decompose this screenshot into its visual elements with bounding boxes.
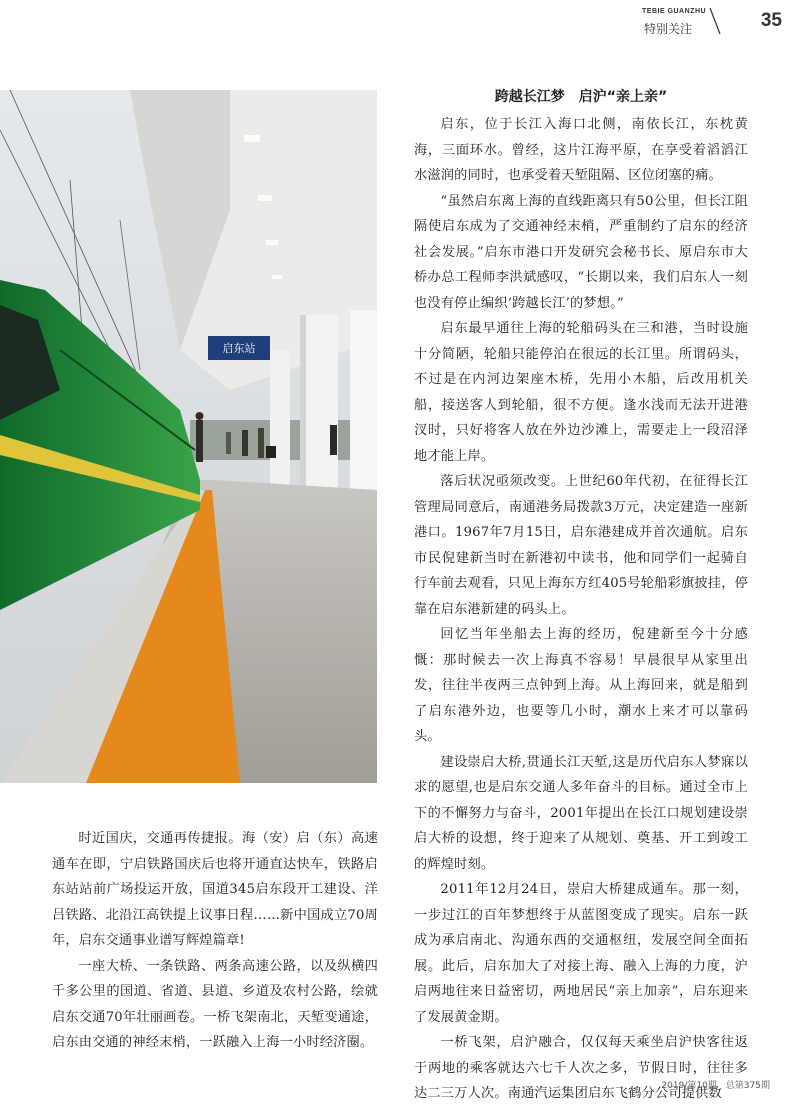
article-paragraph: 一座大桥、一条铁路、两条高速公路，以及纵横四千多公里的国道、省道、县道、乡道及农村公路，绘就启东交通70年壮丽画卷。一桥飞架南北，天堑变通途，启东由交通的神经末梢，一跃融入上海一小时经济圈。	[52, 958, 378, 1050]
article-paragraph: 启东，位于长江入海口北侧，南依长江，东枕黄海，三面环水。曾经，这片江海平原，在享受着滔滔江水滋润的同时，也承受着天堑阻隔、区位闭塞的痛。	[414, 117, 748, 183]
issue-footer: 2019/第10期 总第375期	[661, 1081, 770, 1091]
station-photo	[0, 90, 377, 783]
article-paragraph: 一桥飞架，启沪融合，仅仅每天乘坐启沪快客往返于两地的乘客就达六七千人次之多，节假日时，往往多达二三万人次。南通汽运集团启东飞鹤分公司提供数	[414, 1035, 748, 1101]
article-paragraph: 2011年12月24日，崇启大桥建成通车。那一刻，一步过江的百年梦想终于从蓝图变成了现实。启东一跃成为承启南北、沟通东西的交通枢纽，发展空间全面拓展。此后，启东加大了对接上海、融入上海的力度，沪启两地往来日益密切，两地居民“亲上加亲”，启东迎来了发展黄金期。	[414, 882, 748, 1025]
article-title: 跨越长江梦 启沪“亲上亲”	[494, 89, 668, 105]
page-header	[636, 6, 786, 34]
station-illustration	[0, 90, 377, 783]
page-number: 35	[760, 10, 782, 31]
article-paragraph: 回忆当年坐船去上海的经历，倪建新至今十分感慨：那时候去一次上海真不容易！早晨很早从家里出发，往往半夜两三点钟到上海。从上海回来，就是船到了启东港外边，也要等几小时，潮水上来才可以靠码头。	[414, 627, 748, 744]
article-paragraph: 建设崇启大桥,贯通长江天堑,这是历代启东人梦寐以求的愿望,也是启东交通人多年奋斗的目标。通过全市上下的不懈努力与奋斗，2001年提出在长江口规划建设崇启大桥的设想，终于迎来了从规划、奠基、开工到竣工的辉煌时刻。	[414, 754, 748, 872]
header-divider	[706, 6, 724, 36]
article-paragraph: 时近国庆，交通再传捷报。海（安）启（东）高速通车在即，宁启铁路国庆后也将开通直达快车，铁路启东站站前广场投运开放，国道345启东段开工建设、洋吕铁路、北沿江高铁提上议事日程……新中国成立70周年，启东交通事业谱写辉煌篇章!	[52, 831, 378, 948]
section-name-cn: 特别关注	[644, 22, 693, 36]
station-sign: 启东站	[222, 342, 256, 355]
article-paragraph: 启东最早通往上海的轮船码头在三和港，当时设施十分简陋，轮船只能停泊在很远的长江里。所谓码头，不过是在内河边架座木桥，先用小木船，后改用机关船，接送客人到轮船，很不方便。逢水浅而无法开进港汊时，只好将客人放在外边沙滩上，需要走上一段沼泽地才能上岸。	[414, 321, 748, 464]
article-paragraph: 落后状况亟须改变。上世纪60年代初，在征得长江管理局同意后，南通港务局拨款3万元，决定建造一座新港口。1967年7月15日，启东港建成并首次通航。启东市民倪建新当时在新港初中读书，他和同学们一起骑自行车前去观看，只见上海东方红405号轮船彩旗披挂，停靠在启东港新建的码头上。	[414, 474, 748, 617]
article-left-column	[52, 826, 378, 1056]
article-paragraph: “虽然启东离上海的直线距离只有50公里，但长江阻隔使启东成为了交通神经末梢，严重制约了启东的经济社会发展。”启东市港口开发研究会秘书长、原启东市大桥办总工程师李洪斌感叹，“长期以来，我们启东人一刻也没有停止编织‘跨越长江’的梦想。”	[414, 193, 748, 311]
section-name-en: TEBIE GUANZHU	[642, 8, 707, 15]
article-right-column	[414, 84, 748, 1107]
